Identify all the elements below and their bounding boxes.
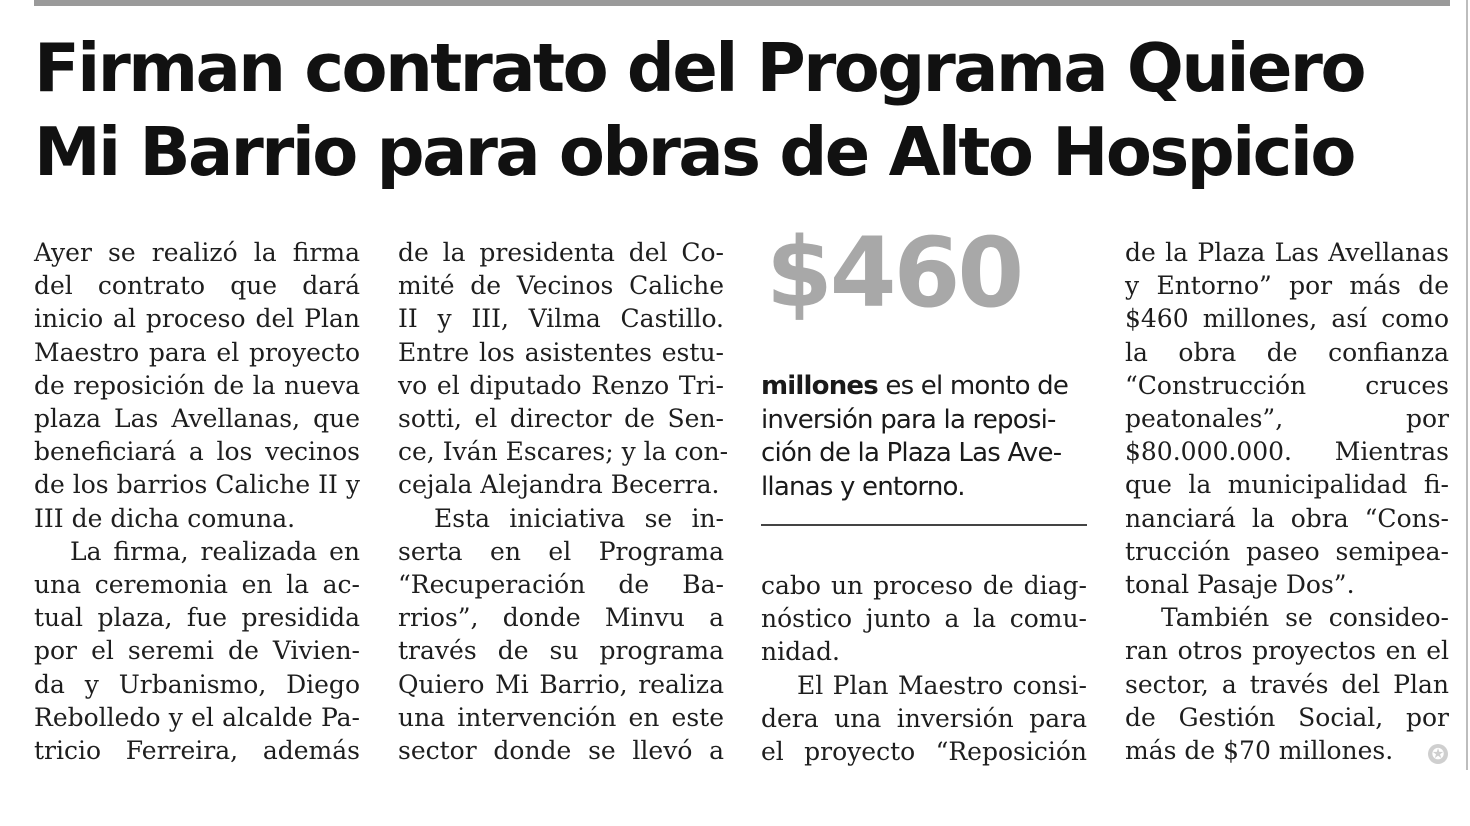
pull-quote-line-text: es el monto de [877, 371, 1069, 401]
page-edge-rule [1466, 0, 1468, 770]
text-line: sotti, el director de Sen- [398, 404, 724, 434]
article-column-1 [34, 236, 360, 767]
text-line: de los barrios Caliche II y [34, 470, 360, 500]
pull-quote-line: ción de la Plaza Las Ave- [761, 438, 1062, 468]
text-line: También se consideo- [1161, 603, 1449, 633]
text-line: Ayer se realizó la firma [34, 238, 360, 267]
text-line: cejala Alejandra Becerra. [398, 470, 720, 500]
text-line: más de $70 millones. [1125, 736, 1394, 766]
text-line: cabo un proceso de diag- [761, 571, 1087, 600]
pull-quote-rule [761, 524, 1087, 526]
text-line: rrios”, donde Minvu a [398, 603, 724, 633]
text-line: beneficiará a los vecinos [34, 437, 360, 467]
text-line: una intervención en este [398, 702, 724, 732]
text-line: sector donde se llevó a [398, 736, 724, 766]
text-line: plaza Las Avellanas, que [34, 404, 360, 434]
pull-quote-text [761, 370, 1087, 504]
text-line: Quiero Mi Barrio, realiza [398, 669, 724, 699]
headline-line: Mi Barrio para obras de Alto Hospicio [34, 113, 1354, 191]
text-line: serta en el Programa [398, 536, 724, 566]
text-line: de la Plaza Las Avellanas [1125, 238, 1449, 267]
text-line: de reposición de la nueva [34, 370, 360, 400]
text-line: “Recuperación de Ba- [398, 570, 724, 600]
text-line: “Construcción cruces [1125, 370, 1449, 400]
text-line: dera una inversión para [761, 703, 1087, 733]
end-of-article-icon: ✪ [1428, 744, 1448, 764]
text-line: peatonales”, por [1125, 404, 1449, 434]
pull-quote-line: inversión para la reposi- [761, 404, 1056, 435]
text-line: $460 millones, así como [1125, 304, 1449, 334]
text-line: y Entorno” por más de [1125, 271, 1449, 301]
text-line: Esta iniciativa se in- [434, 503, 724, 533]
headline [34, 26, 1454, 194]
text-line: que la municipalidad fi- [1125, 470, 1449, 500]
top-rule [34, 0, 1450, 6]
text-line: través de su programa [398, 636, 724, 666]
text-line: ran otros proyectos en el [1125, 636, 1449, 666]
pull-quote-figure: $460 [766, 217, 1022, 329]
text-line: La firma, realizada en [70, 536, 360, 566]
text-line: nidad. [761, 637, 840, 667]
article-column-2 [398, 236, 729, 767]
text-line: $80.000.000. Mientras [1125, 437, 1449, 467]
text-line: la obra de confianza [1125, 337, 1449, 367]
text-line: ce, Iván Escares; y la con- [398, 437, 729, 467]
text-line: tricio Ferreira, además [34, 736, 360, 766]
pull-quote-lead: millones [761, 371, 878, 401]
text-line: II y III, Vilma Castillo. [398, 304, 724, 334]
headline-line: Firman contrato del Programa Quiero [34, 29, 1365, 107]
text-line: Rebolledo y el alcalde Pa- [34, 702, 360, 732]
text-line: el proyecto “Reposición [761, 737, 1087, 767]
article-column-4 [1125, 236, 1449, 767]
text-line: mité de Vecinos Caliche [398, 271, 724, 301]
pull-quote-line: llanas y entorno. [761, 471, 965, 502]
text-line: nanciará la obra “Cons- [1125, 503, 1449, 533]
text-line: de la presidenta del Co- [398, 238, 724, 267]
pull-quote-line [761, 370, 1087, 404]
text-line: una ceremonia en la ac- [34, 570, 360, 600]
text-line: tual plaza, fue presidida [34, 603, 360, 633]
text-line: III de dicha comuna. [34, 503, 296, 533]
text-line: inicio al proceso del Plan [34, 304, 360, 334]
text-line: El Plan Maestro consi- [797, 670, 1087, 700]
text-line: Maestro para el proyecto [34, 337, 360, 367]
text-line: da y Urbanismo, Diego [34, 669, 360, 699]
text-line: del contrato que dará [34, 271, 360, 301]
text-line: sector, a través del Plan [1125, 669, 1449, 699]
text-line: por el seremi de Vivien- [34, 636, 360, 666]
text-line: nóstico junto a la comu- [761, 604, 1087, 634]
text-line: de Gestión Social, por [1125, 702, 1449, 732]
article-column-3 [761, 569, 1087, 768]
text-line: Entre los asistentes estu- [398, 337, 724, 367]
text-line: tonal Pasaje Dos”. [1125, 570, 1355, 600]
text-line: vo el diputado Renzo Tri- [398, 370, 724, 400]
text-line: trucción paseo semipea- [1125, 536, 1449, 566]
